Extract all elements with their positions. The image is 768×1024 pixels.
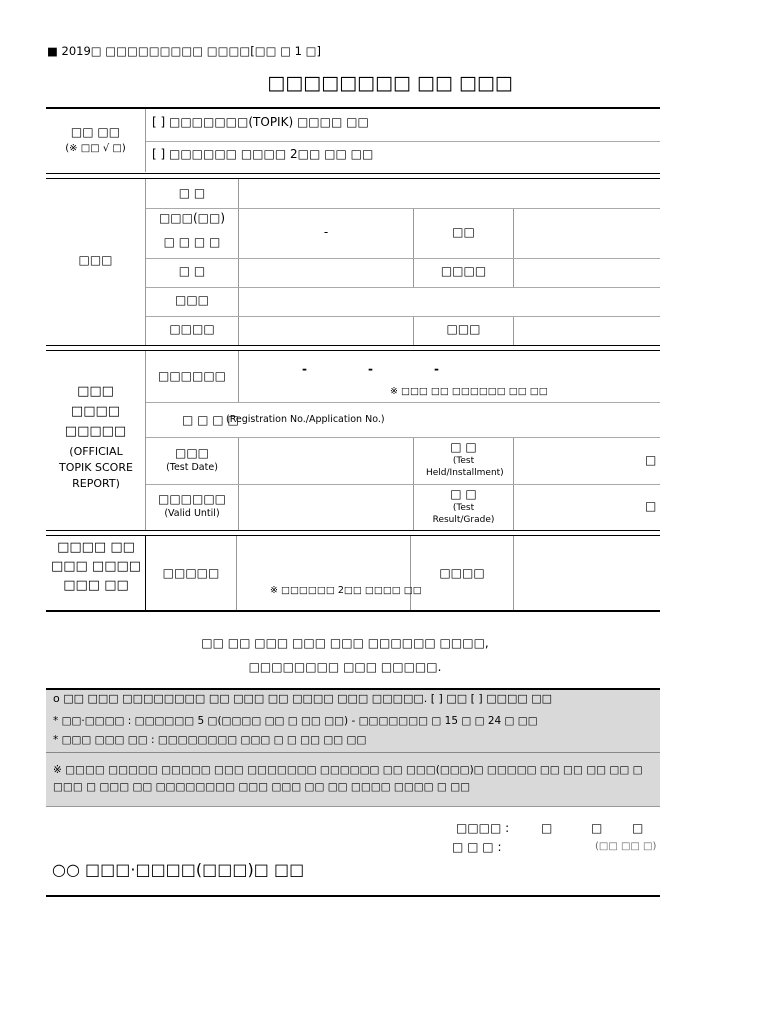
divider (513, 209, 514, 288)
usage-purpose: * □□□ □□□ □□ : □□□□□□□□ □□□ □ □ □□ □□ □□ (53, 734, 367, 746)
course-label: □□□□ □□ □□□ □□□□ □□□ □□ (50, 540, 142, 593)
valid-label: □□□□□□ (157, 492, 227, 506)
test-date-en: (Test Date) (166, 462, 218, 473)
gender-field[interactable] (515, 211, 658, 257)
rule (46, 895, 660, 897)
signer-field[interactable] (498, 838, 590, 856)
school-label: □□□ (174, 293, 209, 307)
cert-dash-2: - (368, 362, 373, 376)
divider (145, 109, 146, 172)
divider (145, 179, 146, 345)
topik-label-2: □□□□ (70, 404, 121, 419)
divider (146, 287, 660, 288)
course-note: ※ □□□□□□ 2□□ □□□□ □□ (270, 585, 422, 596)
divider (146, 402, 660, 403)
form-label: ■ 2019□ □□□□□□□□□ □□□□[□□ □ 1 □] (47, 44, 321, 58)
cert-no-field[interactable] (240, 353, 658, 383)
cert-note: ※ □□□ □□ □□□□□□ □□ □□ (390, 386, 548, 397)
applicant-label: □□□ (78, 253, 113, 267)
rule (46, 530, 660, 531)
topik-label-3: □□□□□ (64, 424, 127, 439)
rule (46, 806, 660, 807)
id-dash: - (323, 225, 329, 239)
rule (46, 178, 660, 179)
reg-label: □ □ □ □ (182, 413, 239, 427)
phone-label: □□□□ (440, 264, 487, 278)
divider (238, 351, 239, 402)
course-complete-field[interactable] (515, 538, 658, 608)
result-en: (Test Result/Grade) (432, 503, 495, 525)
type-option-course[interactable]: [ ] □□□□□□ □□□□ 2□□ □□ □□ (152, 147, 374, 161)
grade-field[interactable] (515, 318, 658, 344)
type-hint: (※ □□ √ □) (65, 143, 126, 154)
test-date-label: □□□ (174, 446, 209, 460)
course-name-label: □□□□□ (162, 566, 220, 580)
divider (513, 316, 514, 345)
statement-line-2: □□□□□□□□ □□□ □□□□□. (248, 660, 442, 674)
signer-label: □ □ □ : (452, 840, 502, 854)
result-unit: □ (645, 499, 657, 513)
address-label: □ □ (178, 264, 206, 278)
department-field[interactable] (240, 318, 412, 344)
gender-label: □□ (452, 225, 475, 239)
school-field[interactable] (240, 289, 658, 315)
rule (46, 345, 660, 346)
year-unit: □ (541, 821, 553, 835)
result-label: □ □ (450, 487, 477, 501)
valid-field[interactable] (240, 486, 412, 529)
divider (46, 752, 660, 753)
rule (46, 688, 660, 690)
rule (46, 173, 660, 174)
divider (146, 208, 660, 209)
course-name-field[interactable] (238, 538, 409, 582)
phone-field[interactable] (515, 260, 658, 286)
page-title: □□□□□□□□ □□ □□□ (267, 72, 513, 94)
cert-dash-1: - (302, 362, 307, 376)
warning-text: ※ □□□□ □□□□□ □□□□□ □□□ □□□□□□□ □□□□□□ □□ □□□(□□□)□ □□□□□ □□ □□ □□ □□ □ □□□ □ □□□ □□ □□□□□□□□ □□□ □□□ □□ □□ □□□□ □□□□ □ □□ (53, 764, 643, 793)
held-unit: □ (645, 453, 657, 467)
id-label-2: □ □ □ □ (163, 235, 221, 249)
rule (46, 107, 660, 109)
statement-line-1: □□ □□ □□□ □□□ □□□ □□□□□□ □□□□, (201, 636, 489, 650)
address-field[interactable] (240, 260, 412, 286)
department-label: □□□□ (169, 322, 215, 336)
rule (46, 535, 660, 536)
valid-en: (Valid Until) (164, 508, 220, 519)
rule (46, 350, 660, 351)
held-field[interactable] (515, 439, 640, 483)
type-label: □□ □□ (70, 125, 121, 139)
cert-dash-3: - (434, 362, 439, 376)
cert-no-label: □□□□□□ (157, 369, 227, 383)
rule (46, 610, 660, 612)
divider (236, 536, 237, 610)
divider (146, 141, 660, 142)
recipient: ○○ □□□·□□□□(□□□)□ □□ (52, 860, 305, 879)
result-field[interactable] (515, 486, 640, 529)
divider (146, 258, 660, 259)
id-label-1: □□□(□□) (158, 211, 226, 225)
month-unit: □ (591, 821, 603, 835)
topik-label-en: (OFFICIAL TOPIK SCORE REPORT) (59, 445, 133, 490)
name-field[interactable] (240, 181, 658, 207)
divider (146, 484, 660, 485)
test-date-field[interactable] (240, 439, 412, 483)
type-option-topik[interactable]: [ ] □□□□□□□(TOPIK) □□□□ □□ (152, 115, 369, 129)
divider (146, 316, 660, 317)
divider (513, 536, 514, 610)
reg-label-en: (Registration No./Application No.) (226, 414, 385, 425)
course-complete-label: □□□□ (439, 566, 485, 580)
held-en: (Test Held/Installment) (426, 456, 504, 478)
divider (238, 179, 239, 345)
date-label: □□□□ : (456, 821, 510, 835)
held-label: □ □ (450, 440, 477, 454)
retention-period: * □□·□□□□ : □□□□□□ 5 □(□□□□ □□ □ □□ □□) - □□□□□□□ □ 15 □ □ 24 □ □□ (53, 715, 538, 727)
day-unit: □ (632, 821, 644, 835)
name-label: □ □ (178, 186, 206, 200)
consent-line[interactable]: o □□ □□□ □□□□□□□□ □□ □□□ □□ □□□□ □□□ □□□□□. [ ] □□ [ ] □□□□ □□ (53, 692, 553, 705)
divider (146, 437, 660, 438)
grade-label: □□□ (446, 322, 481, 336)
topik-label-1: □□□ (77, 384, 114, 399)
sign-hint: (□□ □□ □) (595, 841, 657, 852)
